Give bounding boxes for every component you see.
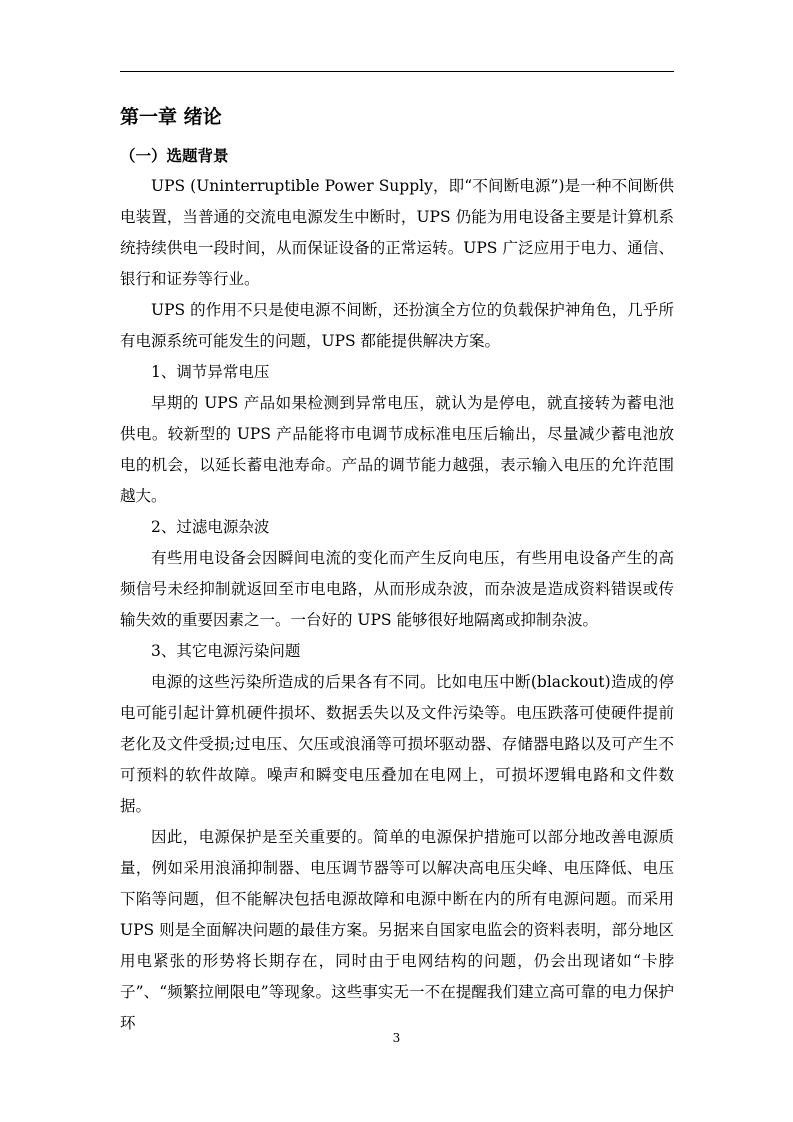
header-rule (120, 71, 674, 72)
subheading-filter-noise: 2、过滤电源杂波 (151, 518, 270, 536)
paragraph-ups-definition: UPS (Uninterruptible Power Supply，即“不间断电源”)是一种不间断供电装置，当普通的交流电电源发生中断时，UPS 仍能为用电设备主要是计算机系统持续供电一段时间，从而保证设备的正常运转。UPS 广泛应用于电力、通信、银行和证券等行业。 (120, 177, 674, 288)
paragraph-regulate-voltage: 早期的 UPS 产品如果检测到异常电压，就认为是停电，就直接转为蓄电池供电。较新型的 UPS 产品能将市电调节成标准电压后输出，尽量减少蓄电池放电的机会，以延长蓄电池寿命。产品的调节能力越强，表示输入电压的允许范围越大。 (120, 394, 674, 505)
paragraph-filter-noise: 有些用电设备会因瞬间电流的变化而产生反向电压，有些用电设备产生的高频信号未经抑制就返回至市电电路，从而形成杂波，而杂波是造成资料错误或传输失效的重要因素之一。一台好的 UPS 能够很好地隔离或抑制杂波。 (120, 549, 674, 629)
page-number: 3 (392, 1031, 401, 1045)
chapter-title: 第一章 绪论 (120, 106, 222, 128)
page-body (120, 100, 674, 1039)
paragraph-power-protection: 因此，电源保护是至关重要的。简单的电源保护措施可以部分地改善电源质量，例如采用浪涌抑制器、电压调节器等可以解决高电压尖峰、电压降低、电压下陷等问题，但不能解决包括电源故障和电源中断在内的所有电源问题。而采用 UPS 则是全面解决问题的最佳方案。另据来自国家电监会的资料表明，部分地区用电紧张的形势将长期存在，同时由于电网结构的问题，仍会出现诸如“卡脖子”、“频繁拉闸限电”等现象。这些事实无一不在提醒我们建立高可靠的电力保护环 (120, 828, 674, 1032)
section-heading: （一）选题背景 (120, 146, 229, 165)
paragraph-other-pollution: 电源的这些污染所造成的后果各有不同。比如电压中断(blackout)造成的停电可能引起计算机硬件损坏、数据丢失以及文件污染等。电压跌落可使硬件提前老化及文件受损;过电压、欠压或浪涌等可损坏驱动器、存储器电路以及可产生不可预料的软件故障。噪声和瞬变电压叠加在电网上，可损坏逻辑电路和文件数据。 (120, 673, 674, 815)
subheading-regulate-voltage: 1、调节异常电压 (151, 363, 270, 381)
paragraph-ups-role: UPS 的作用不只是使电源不间断，还扮演全方位的负载保护神角色，几乎所有电源系统可能发生的问题，UPS 都能提供解决方案。 (120, 301, 674, 350)
subheading-other-pollution: 3、其它电源污染问题 (151, 642, 301, 660)
